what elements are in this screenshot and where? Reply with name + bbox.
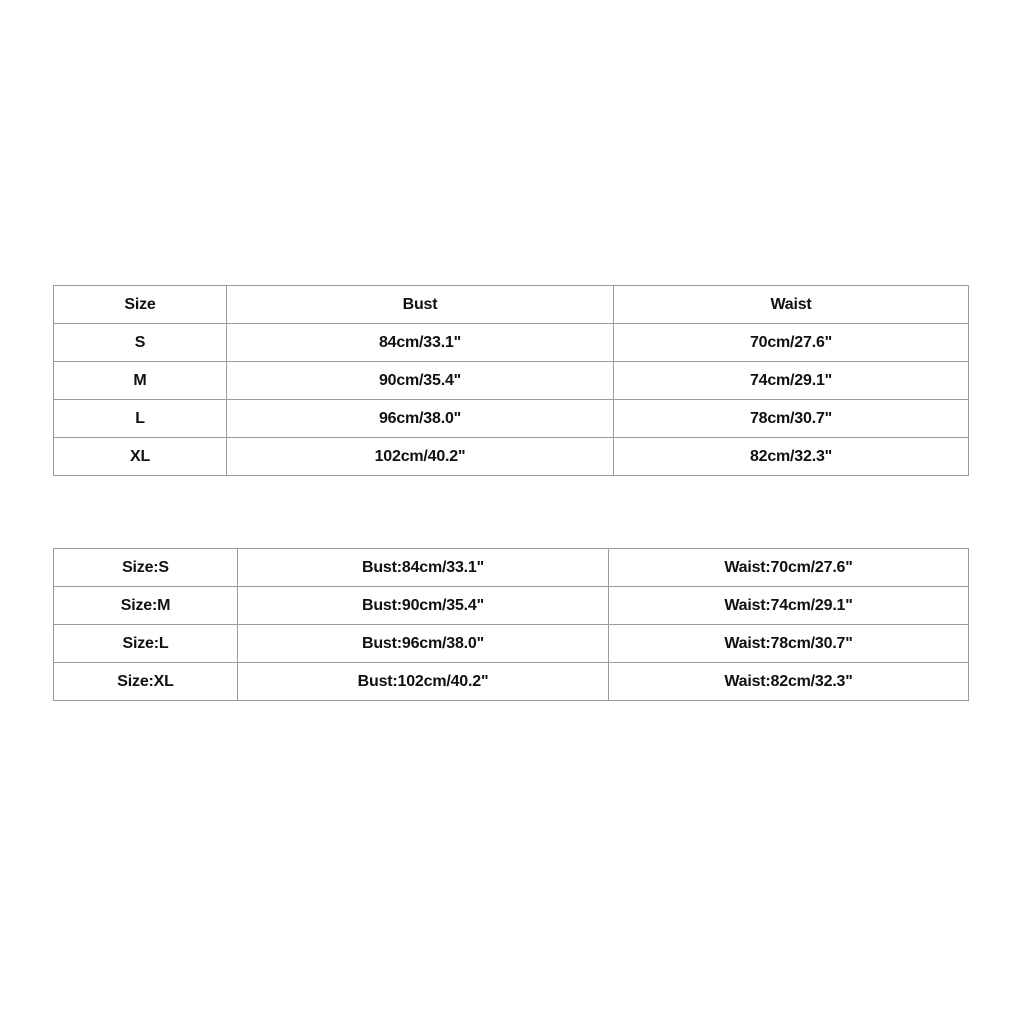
size-cell: Size:S — [54, 549, 238, 587]
bust-cell: 84cm/33.1" — [227, 324, 614, 362]
header-bust: Bust — [227, 286, 614, 324]
table-header-row — [54, 286, 969, 324]
bust-cell: Bust:96cm/38.0" — [238, 625, 609, 663]
size-chart-table — [53, 285, 969, 476]
header-waist: Waist — [614, 286, 969, 324]
waist-cell: 70cm/27.6" — [614, 324, 969, 362]
bust-cell: 102cm/40.2" — [227, 438, 614, 476]
waist-cell: Waist:70cm/27.6" — [609, 549, 969, 587]
table-row — [54, 438, 969, 476]
size-cell: Size:L — [54, 625, 238, 663]
size-detail-table — [53, 548, 969, 701]
size-cell: Size:M — [54, 587, 238, 625]
table-row — [54, 663, 969, 701]
size-cell: XL — [54, 438, 227, 476]
table-row — [54, 362, 969, 400]
waist-cell: 74cm/29.1" — [614, 362, 969, 400]
size-cell: L — [54, 400, 227, 438]
waist-cell: 82cm/32.3" — [614, 438, 969, 476]
size-cell: Size:XL — [54, 663, 238, 701]
size-cell: S — [54, 324, 227, 362]
waist-cell: 78cm/30.7" — [614, 400, 969, 438]
table-row — [54, 587, 969, 625]
bust-cell: 90cm/35.4" — [227, 362, 614, 400]
table-row — [54, 400, 969, 438]
header-size: Size — [54, 286, 227, 324]
table-row — [54, 625, 969, 663]
bust-cell: 96cm/38.0" — [227, 400, 614, 438]
waist-cell: Waist:82cm/32.3" — [609, 663, 969, 701]
table-row — [54, 549, 969, 587]
bust-cell: Bust:84cm/33.1" — [238, 549, 609, 587]
waist-cell: Waist:78cm/30.7" — [609, 625, 969, 663]
bust-cell: Bust:90cm/35.4" — [238, 587, 609, 625]
waist-cell: Waist:74cm/29.1" — [609, 587, 969, 625]
bust-cell: Bust:102cm/40.2" — [238, 663, 609, 701]
size-cell: M — [54, 362, 227, 400]
table-row — [54, 324, 969, 362]
